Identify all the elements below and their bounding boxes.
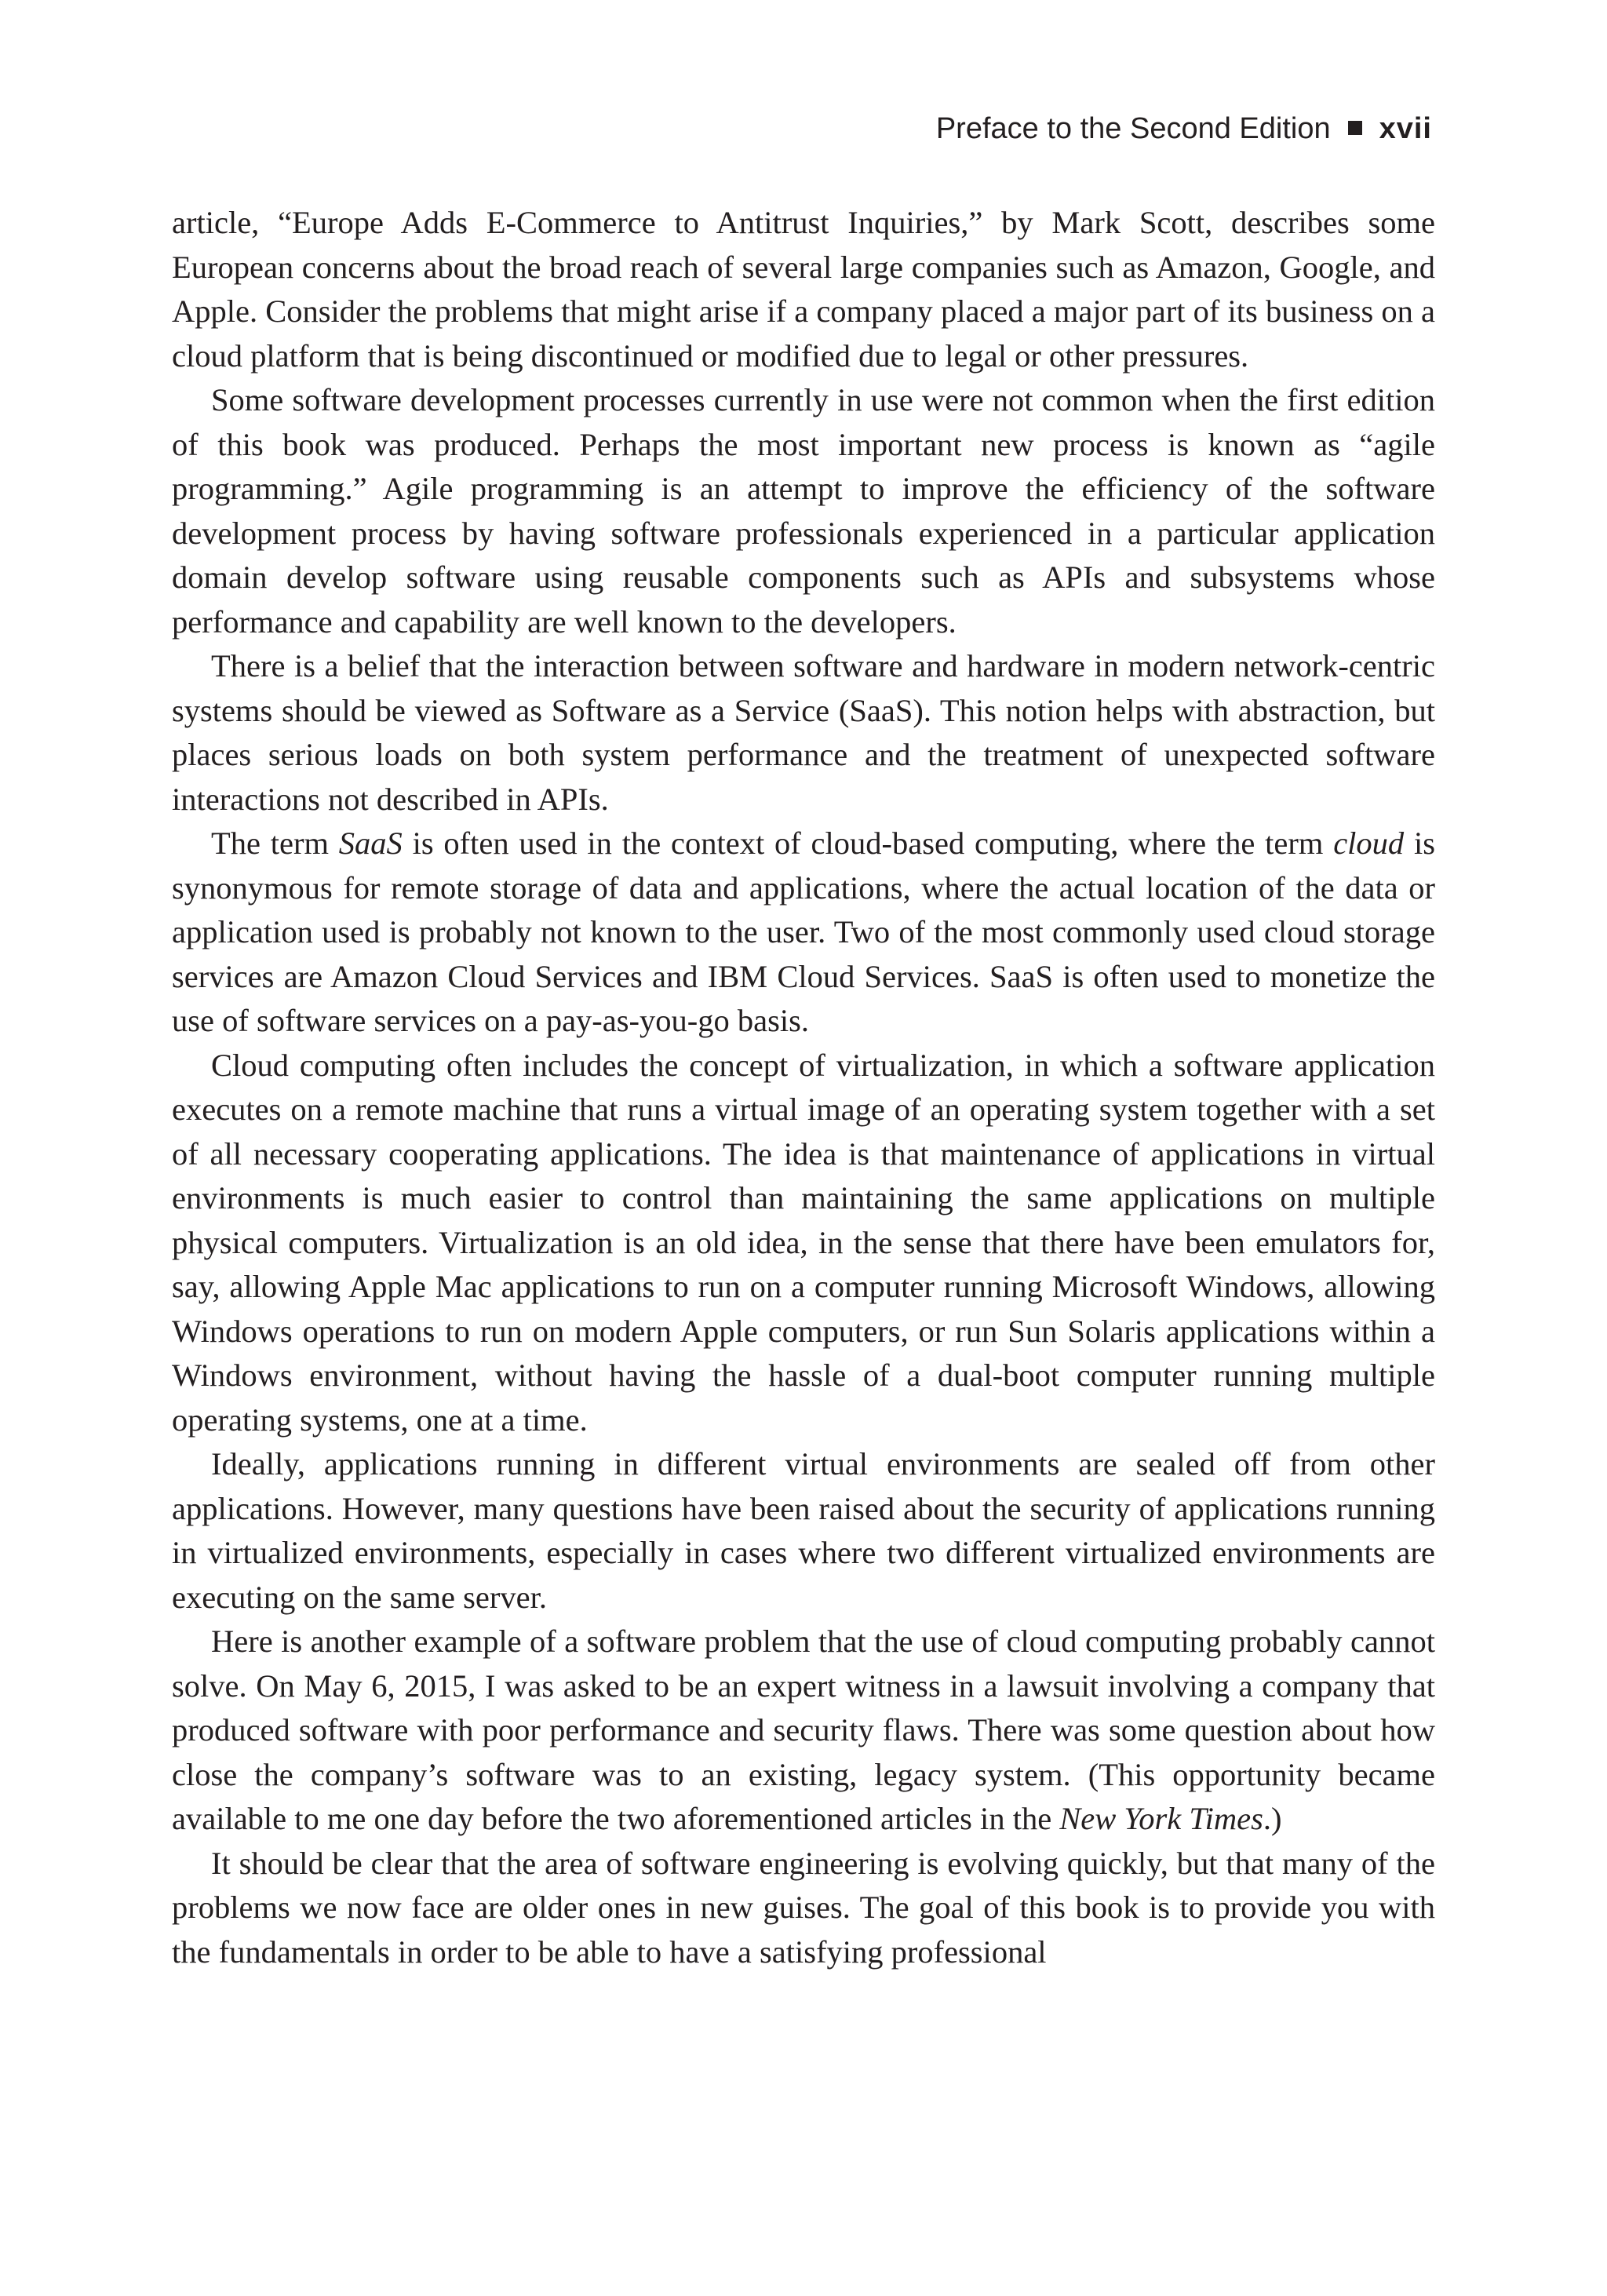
paragraph-saas-term: The term SaaS is often used in the context of cloud-based computing, where the term cloud is synonymous for remote storage of data and applications, where the actual location of the data or application used is probably not known to the user. Two of the most commonly used cloud storage services are Amazon Cloud Services and IBM Cloud Services. SaaS is often used to monetize the use of software services on a pay-as-you-go basis. — [172, 825, 1435, 1038]
paragraph-continuation: article, “Europe Adds E-Commerce to Antitrust Inquiries,” by Mark Scott, describes some European concerns about the broad reach of several large companies such as Amazon, Google, and Apple. Consider the problems that might arise if a company placed a major part of its business on a cloud platform that is being discontinued or modified due to legal or other pressures. — [172, 205, 1435, 374]
paragraph-book-goal: It should be clear that the area of software engineering is evolving quickly, but that many of the problems we now face are older ones in new guises. The goal of this book is to provide you with the fundamentals in order to be able to have a satisfying professional — [172, 1845, 1435, 1970]
paragraph-virtual-security: Ideally, applications running in different virtual environments are sealed off from other applications. However, many questions have been raised about the security of applications running in virtualized environments, especially in cases where two different virtualized environments are executing on the same server. — [172, 1446, 1435, 1615]
publication-title: New York Times — [1059, 1801, 1263, 1836]
page-number: xvii — [1379, 112, 1432, 145]
paragraph-expert-witness: Here is another example of a software problem that the use of cloud computing probably cannot solve. On May 6, 2015, I was asked to be an expert witness in a lawsuit involving a company that produced software with poor performance and security flaws. There was some question about how close the company’s software was to an existing, legacy system. (This opportunity became available to me one day before the two aforementioned articles in the New York Times.) — [172, 1624, 1435, 1836]
running-title: Preface to the Second Edition — [935, 112, 1331, 145]
paragraph-virtualization: Cloud computing often includes the concept of virtualization, in which a software application executes on a remote machine that runs a virtual image of an operating system together with a set of all necessary cooperating applications. The idea is that maintenance of applications in virtual environments is much easier to control than maintaining the same applications on multiple physical computers. Virtualization is an old idea, in the sense that there have been emulators for, say, allowing Apple Mac applications to run on a computer running Microsoft Windows, allowing Windows operations to run on modern Apple computers, or run Sun Solaris applications within a Windows environment, without having the hassle of a dual-boot computer running multiple operating systems, one at a time. — [172, 1047, 1435, 1438]
term-saas: SaaS — [338, 825, 403, 861]
square-bullet-icon — [1348, 121, 1362, 135]
paragraph-saas-belief: There is a belief that the interaction between software and hardware in modern network-centric systems should be viewed as Software as a Service (SaaS). This notion helps with abstraction, but places serious loads on both system performance and the treatment of unexpected software interactions not described in APIs. — [172, 648, 1435, 817]
term-cloud: cloud — [1333, 825, 1405, 861]
running-head — [936, 108, 1432, 149]
body-text — [172, 201, 1435, 1974]
paragraph-agile-programming: Some software development processes currently in use were not common when the first edition of this book was produced. Perhaps the most important new process is known as “agile programming.” Agile programming is an attempt to improve the efficiency of the software development process by having software professionals experienced in a particular application domain develop software using reusable components such as APIs and subsystems whose performance and capability are well known to the developers. — [172, 382, 1435, 640]
